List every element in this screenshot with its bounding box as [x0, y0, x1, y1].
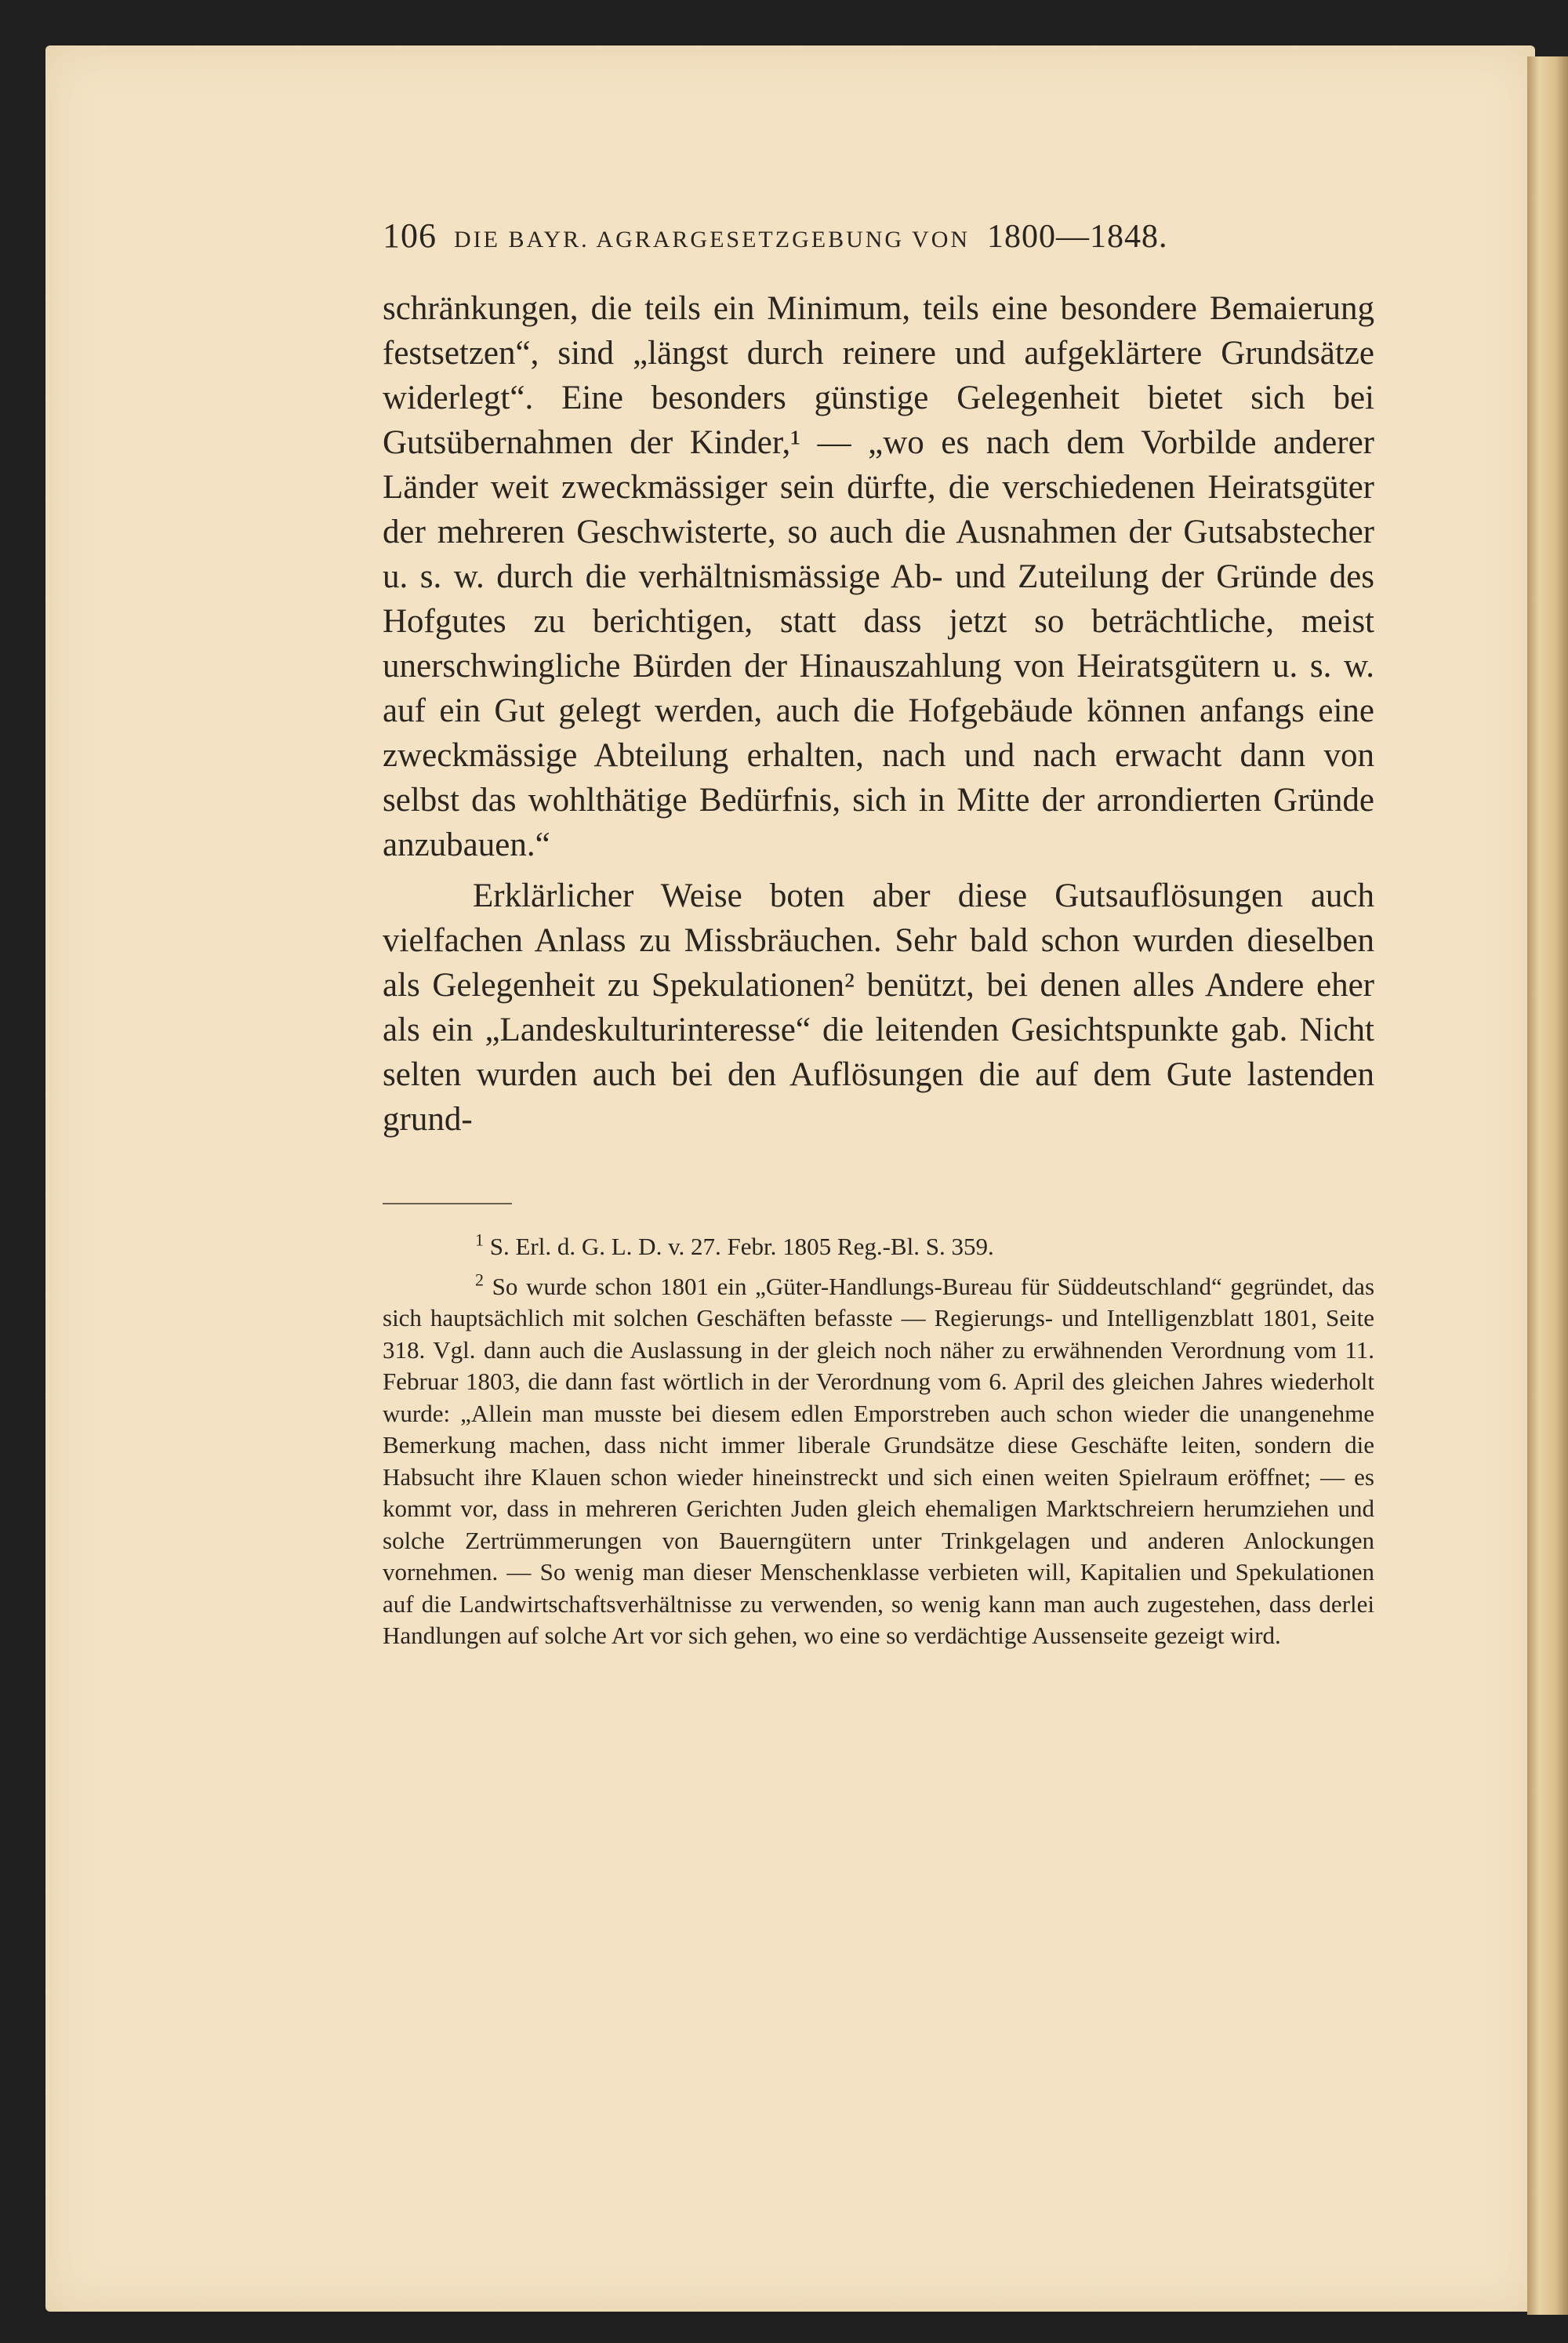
footnote-marker: 2: [475, 1270, 484, 1290]
page-edge: [1527, 56, 1568, 2315]
footnote-2: [383, 1271, 1374, 1652]
running-title: DIE BAYR. AGRARGESETZGEBUNG VON: [454, 227, 971, 252]
footnotes: [383, 1231, 1374, 1652]
page-content: [383, 216, 1374, 1652]
footnote-1: [383, 1231, 1374, 1263]
body-text: [383, 286, 1374, 1142]
running-title-years: 1800—1848.: [987, 219, 1168, 255]
paragraph: schränkungen, die teils ein Minimum, teils eine besondere Bemaierung festsetzen“, sind „längst durch reinere und aufgeklärtere Grundsätze widerlegt“. Eine besonders günstige Gelegenheit bietet sich bei Gutsübernahmen der Kinder,¹ — „wo es nach dem Vorbilde anderer Länder weit zweckmässiger sein dürfte, die verschiedenen Heiratsgüter der mehreren Geschwisterte, so auch die Ausnahmen der Gutsabstecher u. s. w. durch die verhältnismässige Ab- und Zuteilung der Gründe des Hofgutes zu berichtigen, statt dass jetzt so beträchtliche, meist unerschwingliche Bürden der Hinauszahlung von Heiratsgütern u. s. w. auf ein Gut gelegt werden, auch die Hofgebäude können anfangs eine zweckmässige Abteilung erhalten, nach und nach erwacht dann von selbst das wohlthätige Bedürfnis, sich in Mitte der arrondierten Gründe anzubauen.“: [383, 290, 1374, 863]
running-head: [383, 216, 1374, 256]
footnote-text: S. Erl. d. G. L. D. v. 27. Febr. 1805 Reg.-Bl. S. 359.: [489, 1233, 994, 1260]
footnote-marker: 1: [475, 1230, 484, 1250]
paragraph: Erklärlicher Weise boten aber diese Gutsauflösungen auch vielfachen Anlass zu Missbräuchen. Sehr bald schon wurden dieselben als Gelegenheit zu Spekulationen² benützt, bei denen alles Andere eher als ein „Landeskulturinteresse“ die leitenden Gesichtspunkte gab. Nicht selten wurden auch bei den Auflösungen die auf dem Gute lastenden grund-: [383, 877, 1374, 1138]
page-number: 106: [383, 216, 437, 255]
footnote-divider: [383, 1203, 512, 1204]
footnote-text: So wurde schon 1801 ein „Güter-Handlungs-Bureau für Süddeutschland“ gegründet, das sich hauptsächlich mit solchen Geschäften befasste — Regierungs- und Intelligenzblatt 1801, Seite 318. Vgl. dann auch die Auslassung in der gleich noch näher zu erwähnenden Verordnung vom 11. Februar 1803, die dann fast wörtlich in der Verordnung vom 6. April des gleichen Jahres wiederholt wurde: „Allein man musste bei diesem edlen Emporstreben auch schon wieder die unangenehme Bemerkung machen, dass nicht immer liberale Grundsätze diese Geschäfte leiten, sondern die Habsucht ihre Klauen schon wieder hineinstreckt und sich einen weiten Spielraum eröffnet; — es kommt vor, dass in mehreren Gerichten Juden gleich ehemaligen Marktschreiern herumziehen und solche Zertrümmerungen von Bauerngütern unter Trinkgelagen und anderen Anlockungen vornehmen. — So wenig man dieser Menschenklasse verbieten will, Kapitalien und Spekulationen auf die Landwirtschaftsverhältnisse zu verwenden, so wenig kann man auch zugestehen, dass derlei Handlungen auf solche Art vor sich gehen, wo eine so verdächtige Aussenseite gezeigt wird.: [383, 1272, 1375, 1649]
